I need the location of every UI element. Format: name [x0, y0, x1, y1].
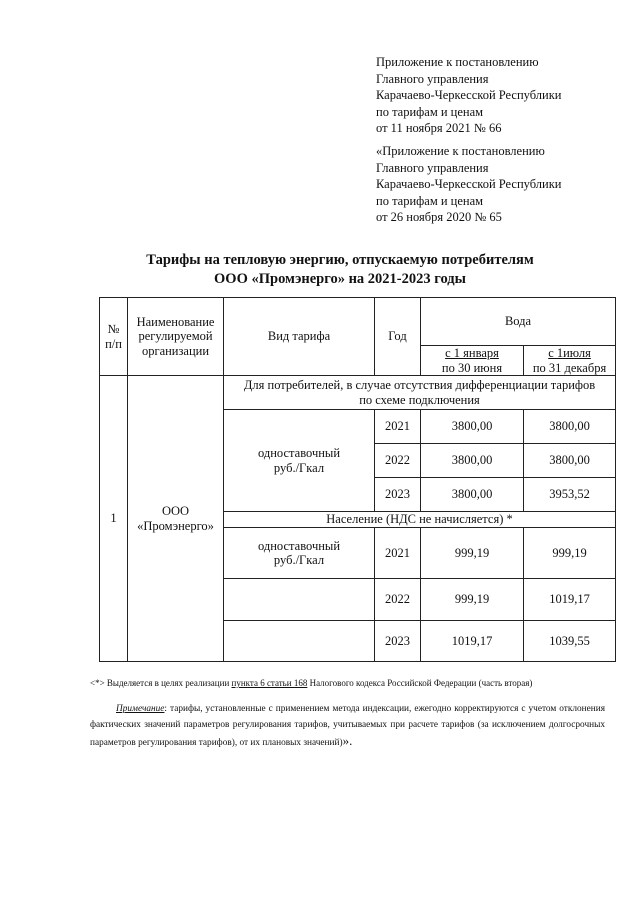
year-cell: 2023 [375, 621, 421, 662]
decree-line: от 11 ноября 2021 № 66 [376, 121, 502, 135]
decree-line: Приложение к постановлению [376, 55, 539, 69]
note-label: Примечание [116, 704, 165, 714]
value-cell: 999,19 [421, 528, 524, 579]
tariff-type-cell [224, 579, 375, 621]
decree-line: по тарифам и ценам [376, 193, 484, 208]
decree-line: «Приложение к постановлению [376, 144, 545, 158]
organization-name: ООО «Промэнерго» [128, 376, 224, 662]
document-title [40, 251, 640, 289]
tax-code-link[interactable]: пункта 6 статьи 168 [231, 678, 308, 688]
header-period-1: с 1 января по 30 июня [421, 346, 524, 376]
value-cell: 3800,00 [524, 444, 616, 478]
value-cell: 3800,00 [524, 410, 616, 444]
title-line-1: Тарифы на тепловую энергию, отпускаемую потребителям [146, 252, 534, 268]
note: Примечание: тарифы, установленные с применением метода индексации, ежегодно корректируются с учетом отклонения фактических значений параметров регулирования тарифов, учитываемых при расчете тарифов (за исключением долгосрочных параметров регулирования тарифов), от их плановых значений)». [90, 704, 605, 748]
tariff-type-cell [224, 621, 375, 662]
tariff-table [99, 297, 616, 662]
decree-line: Главного управления [376, 160, 489, 175]
tariff-type-cell: одноставочный руб./Гкал [224, 528, 375, 579]
table-header-row [100, 298, 616, 346]
value-cell: 3800,00 [421, 410, 524, 444]
decree-line: от 26 ноября 2020 № 65 [376, 210, 502, 224]
title-line-2: ООО «Промэнерго» на 2021-2023 годы [214, 271, 466, 287]
section-title-consumers: Для потребителей, в случае отсутствия дифференциации тарифов по схеме подключения [224, 376, 616, 410]
section-title-population: Население (НДС не начисляется) * [224, 512, 616, 528]
year-cell: 2021 [375, 410, 421, 444]
value-cell: 3800,00 [421, 478, 524, 512]
tariff-type-cell: одноставочный руб./Гкал [224, 410, 375, 512]
year-cell: 2021 [375, 528, 421, 579]
decree-line: Карачаево-Черкесской Республики [376, 88, 562, 102]
value-cell: 1039,55 [524, 621, 616, 662]
value-cell: 999,19 [421, 579, 524, 621]
value-cell: 1019,17 [421, 621, 524, 662]
decree-reference-current [376, 54, 626, 137]
value-cell: 3800,00 [421, 444, 524, 478]
value-cell: 1019,17 [524, 579, 616, 621]
year-cell: 2022 [375, 579, 421, 621]
value-cell: 999,19 [524, 528, 616, 579]
header-year: Год [375, 298, 421, 376]
section-row [100, 376, 616, 410]
decree-reference-previous [376, 143, 626, 226]
header-organization: Наименование регулируемой организации [128, 298, 224, 376]
header-tariff-type: Вид тарифа [224, 298, 375, 376]
decree-line: Карачаево-Черкесской Республики [376, 177, 562, 191]
year-cell: 2023 [375, 478, 421, 512]
header-period-2: с 1июля по 31 декабря [524, 346, 616, 376]
row-number: 1 [100, 376, 128, 662]
footnote: <*> Выделяется в целях реализации пункта 6 статьи 168 Налогового кодекса Российской Федерации (часть вторая) [90, 678, 533, 688]
decree-line: по тарифам и ценам [376, 104, 484, 119]
header-water: Вода [421, 298, 616, 346]
year-cell: 2022 [375, 444, 421, 478]
decree-line: Главного управления [376, 71, 489, 86]
header-number: № п/п [100, 298, 128, 376]
value-cell: 3953,52 [524, 478, 616, 512]
